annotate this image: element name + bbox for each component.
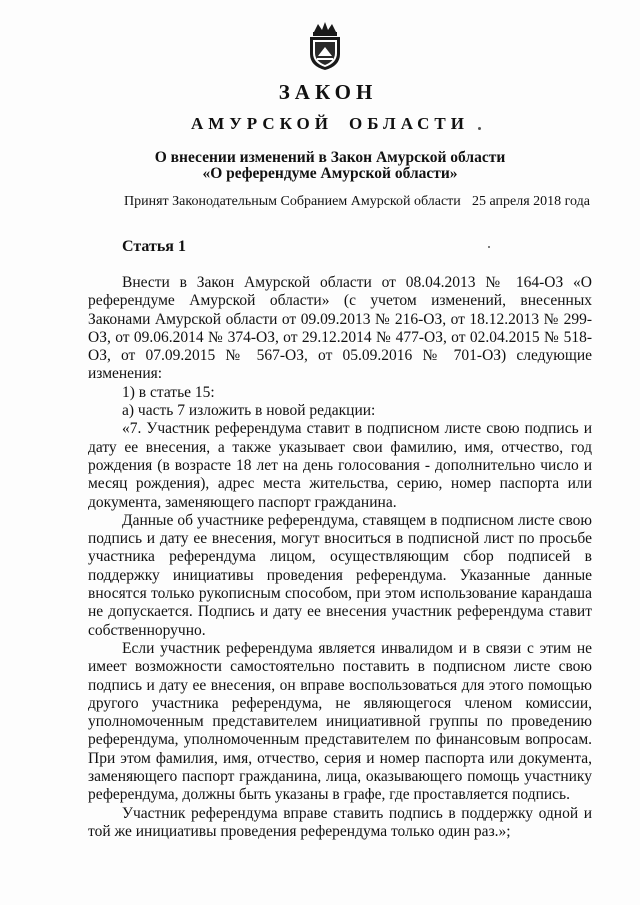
adoption-info <box>124 194 590 210</box>
scan-speck <box>478 127 481 130</box>
article-paragraph: а) часть 7 изложить в новой редакции: <box>122 402 376 420</box>
law-name-line-1: О внесении изменений в Закон Амурской области <box>154 149 506 166</box>
article-paragraph: Участник референдума вправе ставить подпись в поддержку одной и той же инициативы проведения референдума только один раз.»; <box>88 804 592 840</box>
article-heading: Статья 1 <box>122 238 186 255</box>
region-name-word-1: АМУРСКОЙ <box>190 114 334 133</box>
region-name <box>0 114 640 134</box>
article-paragraph: 1) в статье 15: <box>122 383 215 401</box>
article-paragraph: «7. Участник референдума ставит в подписном листе свою подпись и дату ее внесения, а также указывает свои фамилию, имя, отчество, год рождения (в возрасте 18 лет на день голосования - дополнительно число и месяц рождения), адрес места жительства, серию, номер паспорта или документа, заменяющего паспорт гражданина. <box>88 420 592 511</box>
law-name <box>0 150 640 182</box>
adopted-by: Принят Законодательным Собранием Амурской области <box>124 194 461 209</box>
scan-speck <box>488 246 490 248</box>
coat-of-arms-icon <box>302 20 348 72</box>
document-title: ЗАКОН <box>278 80 378 104</box>
article-paragraph: Внести в Закон Амурской области от 08.04.2013 № 164-ОЗ «О референдуме Амурской области» (с учетом изменений, внесенных Законами Амурской области от 09.09.2013 № 216-ОЗ, от 18.12.2013 № 299-ОЗ, от 09.06.2014 № 374-ОЗ, от 29.12.2014 № 477-ОЗ, от 02.04.2015 № 518-ОЗ, от 07.09.2015 № 567-ОЗ, от 05.09.2016 № 701-ОЗ) следующие изменения: <box>88 274 592 383</box>
article-body <box>88 274 592 841</box>
article-paragraph: Если участник референдума является инвалидом и в связи с этим не имеет возможности самостоятельно поставить в подписном листе свою подпись и дату ее внесения, он вправе воспользоваться для этого помощью другого участника референдума, не являющегося членом комиссии, уполномоченным представителем инициативной группы по проведению референдума, уполномоченным представителем по финансовым вопросам. При этом фамилия, имя, отчество, серия и номер паспорта или документа, заменяющего паспорт гражданина, лица, оказывающего помощь участнику референдума, должны быть указаны в графе, где проставляется подпись. <box>88 639 592 804</box>
region-name-word-2: ОБЛАСТИ <box>349 114 469 133</box>
law-name-line-2: «О референдуме Амурской области» <box>202 165 458 182</box>
article-paragraph: Данные об участнике референдума, ставящем в подписном листе свою подпись и дату ее внесения, могут вноситься в подписной лист по просьбе участника референдума лицом, осуществляющим сбор подписей в поддержку инициативы проведения референдума. Указанные данные вносятся только рукописным способом, при этом использование карандаша не допускается. Подпись и дату ее внесения участник референдума ставит собственноручно. <box>88 511 592 639</box>
adopted-date: 25 апреля 2018 года <box>472 194 590 209</box>
